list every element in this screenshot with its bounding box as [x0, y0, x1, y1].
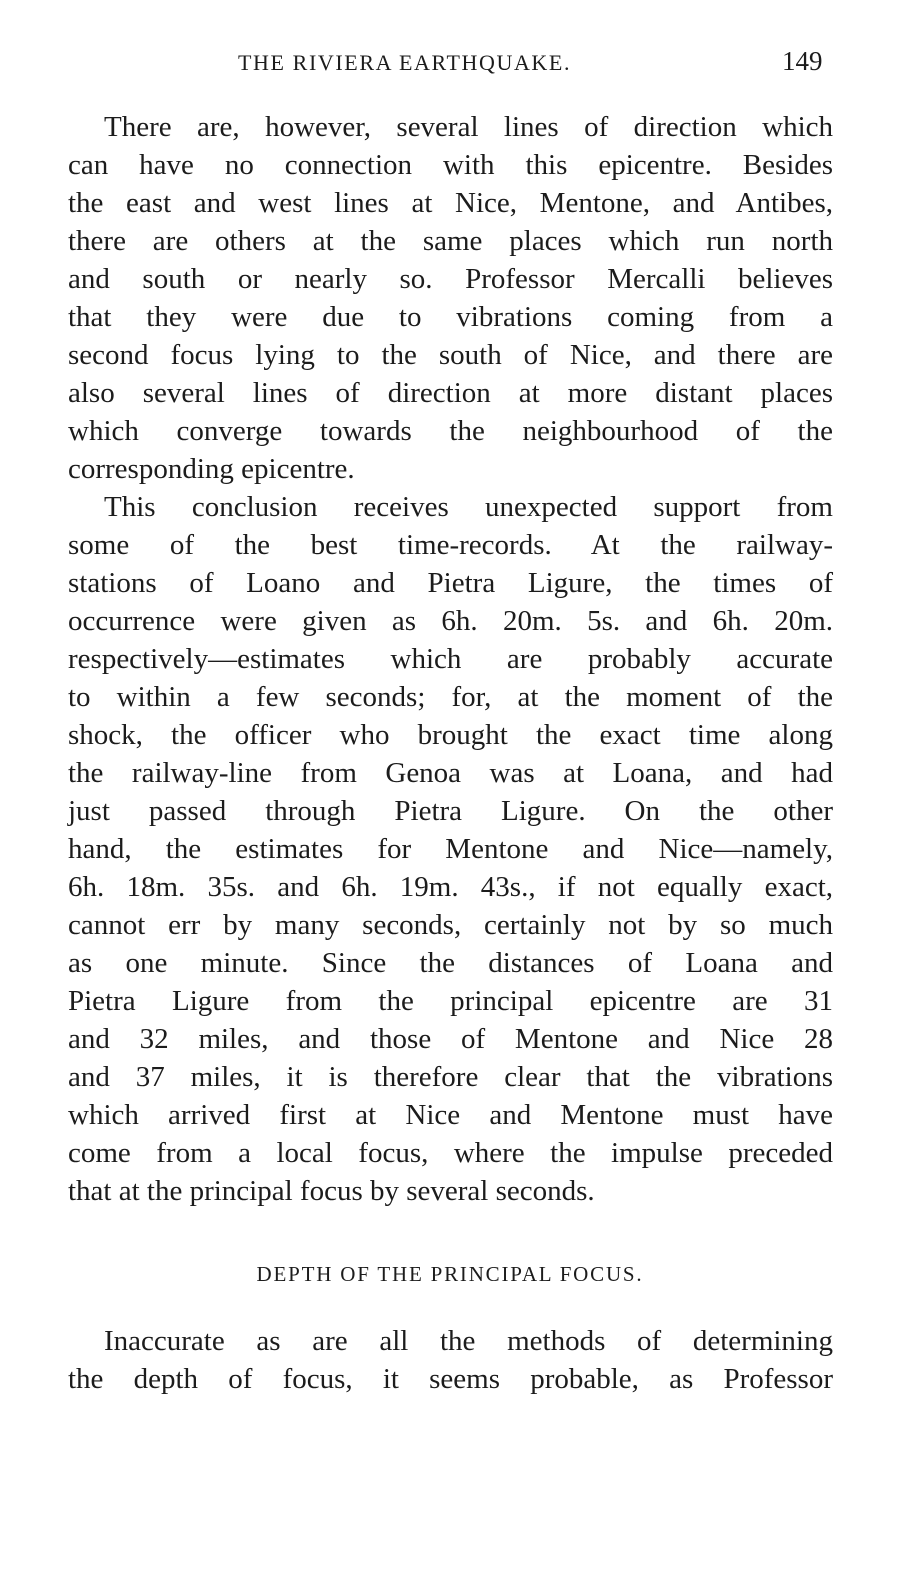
text-line: hand, the estimates for Mentone and Nice—namely,	[68, 833, 833, 865]
text-line: as one minute. Since the distances of Loana and	[68, 947, 833, 979]
text-line: which arrived first at Nice and Mentone must have	[68, 1099, 833, 1131]
paragraph-2	[68, 488, 833, 1210]
text-line: stations of Loano and Pietra Ligure, the times of	[68, 567, 833, 599]
text-line: there are others at the same places which run north	[68, 225, 833, 257]
text-line: Inaccurate as are all the methods of determining	[104, 1325, 833, 1357]
text-line: the depth of focus, it seems probable, as Professor	[68, 1363, 833, 1395]
text-line: to within a few seconds; for, at the moment of the	[68, 681, 833, 713]
text-line: 6h. 18m. 35s. and 6h. 19m. 43s., if not equally exact,	[68, 871, 833, 903]
section-heading: DEPTH OF THE PRINCIPAL FOCUS.	[256, 1262, 644, 1286]
text-line: come from a local focus, where the impulse preceded	[68, 1137, 833, 1169]
text-line: and 37 miles, it is therefore clear that the vibrations	[68, 1061, 833, 1093]
text-line: just passed through Pietra Ligure. On the other	[68, 795, 833, 827]
text-line: some of the best time-records. At the railway-	[68, 529, 833, 561]
text-line: the railway-line from Genoa was at Loana, and had	[68, 757, 833, 789]
text-line: cannot err by many seconds, certainly not by so much	[68, 909, 833, 941]
text-line: that they were due to vibrations coming from a	[68, 301, 833, 333]
text-line: second focus lying to the south of Nice, and there are	[68, 339, 833, 371]
text-line: Pietra Ligure from the principal epicentre are 31	[68, 985, 833, 1017]
text-line: and south or nearly so. Professor Mercalli believes	[68, 263, 833, 295]
running-title: THE RIVIERA EARTHQUAKE.	[238, 50, 572, 75]
text-line: There are, however, several lines of direction which	[104, 111, 833, 143]
text-line: respectively—estimates which are probably accurate	[68, 643, 833, 675]
text-line: shock, the officer who brought the exact time along	[68, 719, 833, 751]
text-line: that at the principal focus by several seconds.	[68, 1175, 595, 1207]
text-line: occurrence were given as 6h. 20m. 5s. and 6h. 20m.	[68, 605, 833, 637]
paragraph-1	[68, 108, 833, 488]
text-line: This conclusion receives unexpected support from	[104, 491, 833, 523]
text-line: also several lines of direction at more distant places	[68, 377, 833, 409]
main-text	[68, 108, 833, 1210]
text-line: and 32 miles, and those of Mentone and Nice 28	[68, 1023, 833, 1055]
text-line: corresponding epicentre.	[68, 453, 355, 485]
main-text-continued	[68, 1322, 833, 1398]
text-line: which converge towards the neighbourhood of the	[68, 415, 833, 447]
page-number: 149	[782, 46, 823, 76]
page-header	[0, 44, 900, 84]
paragraph-3	[68, 1322, 833, 1398]
text-line: can have no connection with this epicentre. Besides	[68, 149, 833, 181]
text-line: the east and west lines at Nice, Mentone, and Antibes,	[68, 187, 833, 219]
